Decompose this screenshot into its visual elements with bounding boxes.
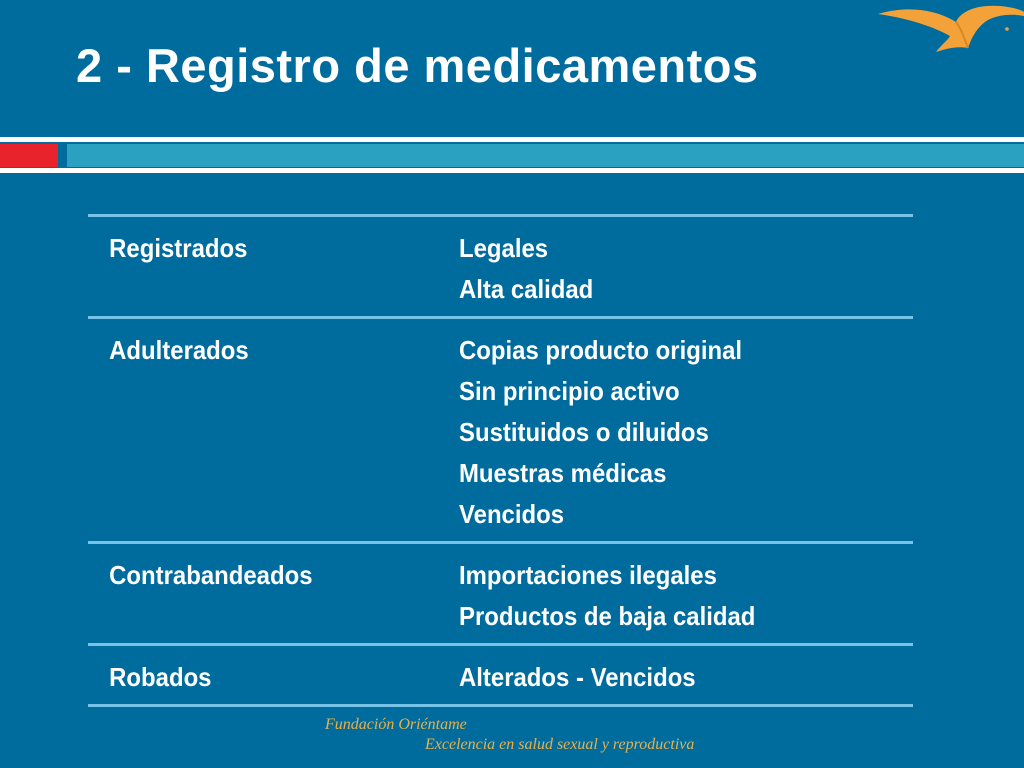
- seagull-icon: [864, 0, 1024, 70]
- table-row: [88, 316, 913, 541]
- table-row: [88, 541, 913, 643]
- footer-tagline: Excelencia en salud sexual y reproductiva: [425, 736, 695, 753]
- detail-line: Copias producto original: [459, 335, 743, 365]
- detail-line: Sin principio activo: [459, 376, 680, 406]
- medicine-registry-table: [88, 214, 913, 707]
- detail-line: Productos de baja calidad: [459, 601, 756, 631]
- header-accent-blue: [67, 144, 1024, 167]
- row-category: Contrabandeados: [109, 560, 313, 590]
- detail-line: Importaciones ilegales: [459, 560, 717, 590]
- detail-line: Alterados - Vencidos: [459, 662, 696, 692]
- row-details: [459, 657, 913, 698]
- row-category: Registrados: [109, 233, 248, 263]
- footer-organization: Fundación Oriéntame: [325, 716, 467, 733]
- detail-line: Muestras médicas: [459, 458, 667, 488]
- header-accent-red: [0, 144, 58, 167]
- header-rule-top: [0, 137, 1024, 142]
- detail-line: Alta calidad: [459, 274, 594, 304]
- table-row: [88, 643, 913, 707]
- row-category: Adulterados: [109, 335, 249, 365]
- table-row: [88, 214, 913, 316]
- row-details: [459, 228, 913, 310]
- row-category: Robados: [109, 662, 212, 692]
- row-details: [459, 555, 913, 637]
- detail-line: Legales: [459, 233, 549, 263]
- row-details: [459, 330, 913, 535]
- detail-line: Vencidos: [459, 499, 565, 529]
- header-rule-bottom: [0, 168, 1024, 173]
- detail-line: Sustituidos o diluidos: [459, 417, 709, 447]
- slide-title: 2 - Registro de medicamentos: [76, 39, 759, 92]
